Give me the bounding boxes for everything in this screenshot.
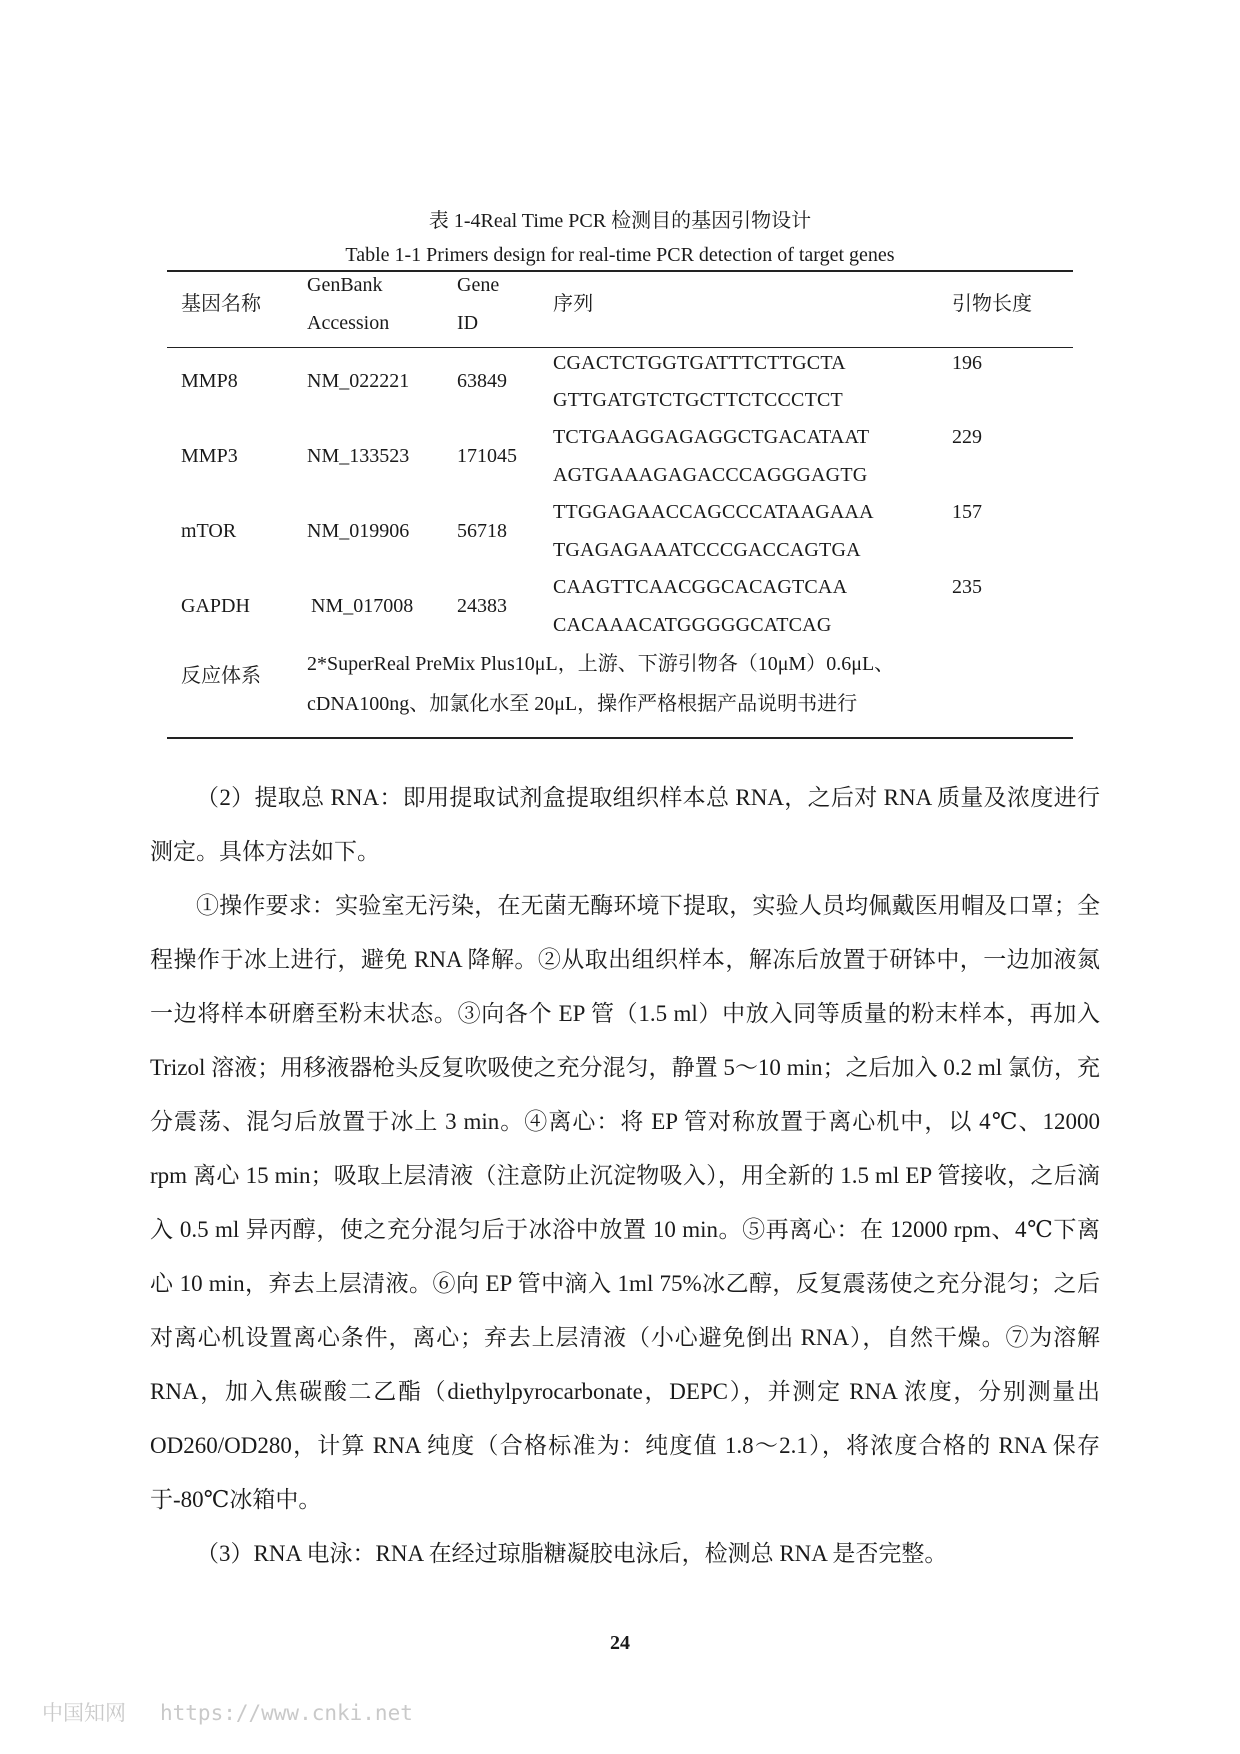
accession-cell: NM_022221 — [307, 370, 410, 392]
header-primer-length: 引物长度 — [952, 293, 1032, 315]
forward-primer-cell: CAAGTTCAACGGCACAGTCAA — [553, 576, 848, 598]
accession-cell: NM_017008 — [311, 595, 414, 617]
primer-length-cell: 235 — [952, 576, 982, 598]
reaction-system-label: 反应体系 — [181, 665, 261, 687]
reverse-primer-cell: CACAAACATGGGGGCATCAG — [553, 614, 832, 636]
header-genbank: GenBank — [307, 274, 383, 296]
forward-primer-cell: TTGGAGAACCAGCCCATAAGAAA — [553, 501, 874, 523]
table-caption-zh: 表 1-4Real Time PCR 检测目的基因引物设计 — [428, 210, 812, 232]
gene-id-cell: 24383 — [457, 595, 507, 617]
paragraph-extract-rna: （2）提取总 RNA：即用提取试剂盒提取组织样本总 RNA，之后对 RNA 质量及浓度进行测定。具体方法如下。 — [150, 785, 1100, 864]
watermark — [42, 1697, 447, 1727]
watermark-url: https://www.cnki.net — [160, 1701, 413, 1725]
primer-length-cell: 196 — [952, 352, 982, 374]
body-text — [150, 771, 1100, 1581]
gene-name-cell: mTOR — [181, 520, 237, 542]
paragraph-procedure: ①操作要求：实验室无污染，在无菌无酶环境下提取，实验人员均佩戴医用帽及口罩；全程操作于冰上进行，避免 RNA 降解。②从取出组织样本，解冻后放置于研钵中，一边加液氮一边将样本研磨至粉末状态。③向各个 EP 管（1.5 ml）中放入同等质量的粉末样本，再加入 Trizol 溶液；用移液器枪头反复吹吸使之充分混匀，静置 5～10 min；之后加入 0.2 ml 氯仿，充分震荡、混匀后放置于冰上 3 min。④离心：将 EP 管对称放置于离心机中，以 4℃、12000 rpm 离心 15 min；吸取上层清液（注意防止沉淀物吸入），用全新的 1.5 ml EP 管接收，之后滴入 0.5 ml 异丙醇，使之充分混匀后于冰浴中放置 10 min。⑤再离心：在 12000 rpm、4℃下离心 10 min，弃去上层清液。⑥向 EP 管中滴入 1ml 75%冰乙醇，反复震荡使之充分混匀；之后对离心机设置离心条件，离心；弃去上层清液（小心避免倒出 RNA），自然干燥。⑦为溶解 RNA，加入焦碳酸二乙酯（diethylpyrocarbonate，DEPC），并测定 RNA 浓度，分别测量出 OD260/OD280，计算 RNA 纯度（合格标准为：纯度值 1.8～2.1），将浓度合格的 RNA 保存于-80℃冰箱中。 — [150, 893, 1100, 1512]
reaction-system-line-2: cDNA100ng、加氯化水至 20μL，操作严格根据产品说明书进行 — [307, 693, 858, 715]
gene-name-cell: MMP3 — [181, 445, 238, 467]
forward-primer-cell: TCTGAAGGAGAGGCTGACATAAT — [553, 426, 870, 448]
gene-name-cell: MMP8 — [181, 370, 238, 392]
page-number: 24 — [610, 1632, 630, 1654]
primer-length-cell: 229 — [952, 426, 982, 448]
reverse-primer-cell: TGAGAGAAATCCCGACCAGTGA — [553, 539, 861, 561]
accession-cell: NM_133523 — [307, 445, 410, 467]
table-top-rule — [167, 270, 1073, 272]
gene-id-cell: 171045 — [457, 445, 517, 467]
reaction-system-line-1: 2*SuperReal PreMix Plus10μL，上游、下游引物各（10μM）0.6μL、 — [307, 653, 895, 675]
primer-length-cell: 157 — [952, 501, 982, 523]
header-gene: Gene — [457, 274, 500, 296]
gene-name-cell: GAPDH — [181, 595, 250, 617]
forward-primer-cell: CGACTCTGGTGATTTCTTGCTA — [553, 352, 846, 374]
paragraph-electrophoresis: （3）RNA 电泳：RNA 在经过琼脂糖凝胶电泳后，检测总 RNA 是否完整。 — [196, 1541, 948, 1566]
header-gene-name: 基因名称 — [181, 293, 261, 315]
gene-id-cell: 63849 — [457, 370, 507, 392]
header-sequence: 序列 — [553, 293, 594, 315]
gene-id-cell: 56718 — [457, 520, 507, 542]
header-accession: Accession — [307, 312, 390, 334]
header-id: ID — [457, 312, 479, 334]
table-header-rule — [167, 347, 1073, 348]
watermark-site-name: 中国知网 — [42, 1701, 126, 1725]
table-caption-en: Table 1-1 Primers design for real-time PCR detection of target genes — [345, 244, 895, 266]
table-bottom-rule — [167, 737, 1073, 739]
reverse-primer-cell: GTTGATGTCTGCTTCTCCCTCT — [553, 389, 843, 411]
accession-cell: NM_019906 — [307, 520, 410, 542]
reverse-primer-cell: AGTGAAAGAGACCCAGGGAGTG — [553, 464, 868, 486]
